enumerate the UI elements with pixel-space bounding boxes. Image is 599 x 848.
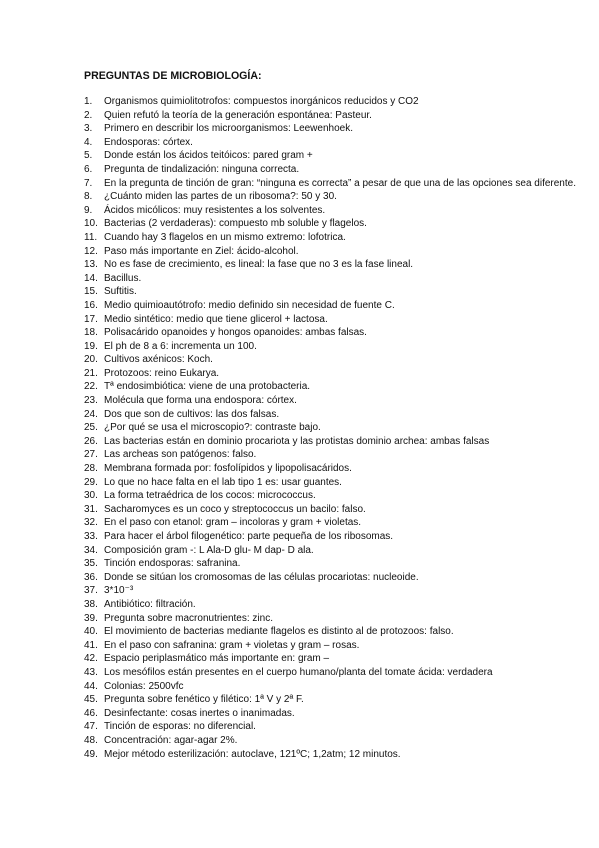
item-text: Tinción endosporas: safranina.: [104, 558, 241, 570]
item-number: 20.: [84, 354, 98, 366]
list-item: [84, 231, 594, 245]
list-item: [84, 516, 594, 530]
item-text: ¿Por qué se usa el microscopio?: contraste bajo.: [104, 422, 321, 434]
list-item: [84, 122, 594, 136]
item-text: Para hacer el árbol filogenético: parte pequeña de los ribosomas.: [104, 531, 394, 542]
list-item: [84, 584, 594, 598]
list-item: [84, 489, 594, 503]
item-text: Cultivos axénicos: Koch.: [104, 354, 213, 366]
list-item: [84, 367, 594, 381]
item-number: 21.: [84, 367, 98, 379]
item-number: 4.: [84, 136, 93, 148]
item-text: Las archeas son patógenos: falso.: [104, 449, 257, 461]
list-item: [84, 435, 594, 449]
item-number: 31.: [84, 503, 98, 515]
item-text: Mejor método esterilización: autoclave, 121ºC; 1,2atm; 12 minutos.: [104, 748, 401, 760]
list-item: [84, 557, 594, 571]
item-number: 22.: [84, 381, 98, 393]
item-text: Espacio periplasmático más importante en: gram –: [104, 653, 330, 665]
item-text: El ph de 8 a 6: incrementa un 100.: [104, 340, 257, 352]
item-text: En el paso con etanol: gram – incoloras y gram + violetas.: [104, 517, 362, 529]
item-text: No es fase de crecimiento, es lineal: la fase que no 3 es la fase lineal.: [104, 259, 414, 271]
item-number: 29.: [84, 476, 98, 488]
item-number: 39.: [84, 612, 98, 624]
item-number: 42.: [84, 653, 98, 665]
item-text: Suftitis.: [104, 286, 137, 298]
item-text: Los mesófilos están presentes en el cuerpo humano/planta del tomate ácida: verdadera: [104, 666, 493, 678]
item-text: Organismos quimiolitotrofos: compuestos inorgánicos reducidos y CO2: [104, 96, 419, 107]
list-item: [84, 571, 594, 585]
item-text: Protozoos: reino Eukarya.: [104, 367, 220, 379]
list-item: [84, 530, 594, 544]
list-item: [84, 136, 594, 150]
list-item: [84, 707, 594, 721]
list-item: [84, 190, 594, 204]
item-text: Desinfectante: cosas inertes o inanimadas.: [104, 707, 295, 719]
list-item: [84, 476, 594, 490]
item-number: 36.: [84, 571, 98, 583]
item-number: 15.: [84, 286, 98, 298]
item-number: 41.: [84, 639, 98, 651]
list-item: [84, 544, 594, 558]
item-number: 38.: [84, 598, 98, 610]
item-text: En la pregunta de tinción de gran: “ninguna es correcta” a pesar de que una de las opciones sea diferente.: [104, 177, 576, 189]
item-text: ¿Cuánto miden las partes de un ribosoma?: 50 y 30.: [104, 191, 337, 203]
item-number: 40.: [84, 626, 98, 638]
item-text: Composición gram -: L Ala-D glu- M dap- D ala.: [104, 544, 314, 556]
list-item: [84, 748, 594, 762]
item-text: Polisacárido opanoides y hongos opanoides: ambas falsas.: [104, 327, 367, 339]
item-number: 3.: [84, 123, 93, 135]
item-number: 34.: [84, 544, 98, 556]
item-text: Pregunta sobre macronutrientes: zinc.: [104, 612, 273, 624]
item-number: 18.: [84, 327, 98, 339]
item-text: Tinción de esporas: no diferencial.: [104, 721, 256, 733]
list-item: [84, 421, 594, 435]
item-text: Bacillus.: [104, 272, 142, 284]
item-number: 16.: [84, 299, 98, 311]
item-text: Cuando hay 3 flagelos en un mismo extremo: lofotrica.: [104, 231, 346, 243]
item-text: Tª endosimbiótica: viene de una protobacteria.: [104, 381, 311, 393]
item-text: Concentración: agar-agar 2%.: [104, 734, 238, 746]
list-item: [84, 149, 594, 163]
list-item: [84, 258, 594, 272]
list-item: [84, 503, 594, 517]
item-number: 9.: [84, 204, 93, 216]
item-text: Membrana formada por: fosfolípidos y lipopolisacáridos.: [104, 463, 352, 475]
item-text: Colonias: 2500vfc: [104, 680, 184, 692]
list-item: [84, 272, 594, 286]
item-text: Lo que no hace falta en el lab tipo 1 es: usar guantes.: [104, 476, 342, 488]
item-number: 10.: [84, 218, 98, 230]
item-number: 44.: [84, 680, 98, 692]
item-text: 3*10⁻³: [104, 585, 134, 597]
item-text: Primero en describir los microorganismos: Leewenhoek.: [104, 123, 353, 135]
item-number: 1.: [84, 96, 93, 107]
item-text: Pregunta sobre fenético y filético: 1ª V y 2ª F.: [104, 694, 304, 706]
item-number: 30.: [84, 490, 98, 502]
item-number: 5.: [84, 150, 93, 162]
list-item: [84, 95, 594, 109]
list-item: [84, 639, 594, 653]
item-number: 28.: [84, 463, 98, 475]
item-number: 7.: [84, 177, 93, 189]
list-item: [84, 408, 594, 422]
list-item: [84, 625, 594, 639]
item-text: Molécula que forma una endospora: córtex.: [104, 395, 297, 407]
item-text: Pregunta de tindalización: ninguna correcta.: [104, 163, 300, 175]
item-text: Sacharomyces es un coco y streptococcus un bacilo: falso.: [104, 503, 366, 515]
list-item: [84, 394, 594, 408]
item-number: 19.: [84, 340, 98, 352]
item-text: Antibiótico: filtración.: [104, 598, 196, 610]
list-item: [84, 652, 594, 666]
item-number: 6.: [84, 163, 93, 175]
item-number: 26.: [84, 435, 98, 447]
item-number: 33.: [84, 531, 98, 542]
item-text: Medio quimioautótrofo: medio definido sin necesidad de fuente C.: [104, 299, 395, 311]
item-text: Las bacterias están en dominio procariota y las protistas dominio archea: ambas falsas: [104, 435, 490, 447]
item-number: 49.: [84, 748, 98, 760]
list-item: [84, 285, 594, 299]
item-number: 45.: [84, 694, 98, 706]
item-number: 8.: [84, 191, 93, 203]
item-number: 17.: [84, 313, 98, 325]
list-item: [84, 598, 594, 612]
list-item: [84, 109, 594, 123]
item-number: 2.: [84, 109, 93, 121]
item-number: 32.: [84, 517, 98, 529]
list-item: [84, 448, 594, 462]
list-item: [84, 340, 594, 354]
page-title: PREGUNTAS DE MICROBIOLOGÍA:: [84, 70, 262, 82]
list-item: [84, 693, 594, 707]
item-number: 12.: [84, 245, 98, 257]
list-item: [84, 245, 594, 259]
item-number: 37.: [84, 585, 98, 597]
item-number: 13.: [84, 259, 98, 271]
item-number: 27.: [84, 449, 98, 461]
item-number: 47.: [84, 721, 98, 733]
item-number: 48.: [84, 734, 98, 746]
item-text: Donde están los ácidos teitóicos: pared gram +: [104, 150, 313, 162]
list-item: [84, 612, 594, 626]
item-number: 35.: [84, 558, 98, 570]
question-list: [84, 95, 594, 761]
item-text: Dos que son de cultivos: las dos falsas.: [104, 408, 280, 420]
list-item: [84, 666, 594, 680]
item-number: 46.: [84, 707, 98, 719]
list-item: [84, 353, 594, 367]
item-number: 14.: [84, 272, 98, 284]
list-item: [84, 380, 594, 394]
item-text: Quien refutó la teoría de la generación espontánea: Pasteur.: [104, 109, 372, 121]
list-item: [84, 177, 594, 191]
item-text: El movimiento de bacterias mediante flagelos es distinto al de protozoos: falso.: [104, 626, 454, 638]
item-text: Ácidos micólicos: muy resistentes a los solventes.: [104, 204, 326, 216]
item-text: Paso más importante en Ziel: ácido-alcohol.: [104, 245, 299, 257]
list-item: [84, 326, 594, 340]
item-text: Medio sintético: medio que tiene glicerol + lactosa.: [104, 313, 328, 325]
item-number: 24.: [84, 408, 98, 420]
list-item: [84, 313, 594, 327]
item-text: Donde se sitúan los cromosomas de las células procariotas: nucleoide.: [104, 571, 419, 583]
list-item: [84, 680, 594, 694]
item-text: En el paso con safranina: gram + violetas y gram – rosas.: [104, 639, 360, 651]
list-item: [84, 734, 594, 748]
list-item: [84, 217, 594, 231]
item-number: 43.: [84, 666, 98, 678]
list-item: [84, 163, 594, 177]
item-number: 23.: [84, 395, 98, 407]
item-number: 11.: [84, 231, 98, 243]
item-text: Bacterias (2 verdaderas): compuesto mb soluble y flagelos.: [104, 218, 367, 230]
item-text: La forma tetraédrica de los cocos: micrococcus.: [104, 490, 316, 502]
list-item: [84, 204, 594, 218]
item-text: Endosporas: córtex.: [104, 136, 193, 148]
list-item: [84, 299, 594, 313]
list-item: [84, 462, 594, 476]
list-item: [84, 720, 594, 734]
item-number: 25.: [84, 422, 98, 434]
